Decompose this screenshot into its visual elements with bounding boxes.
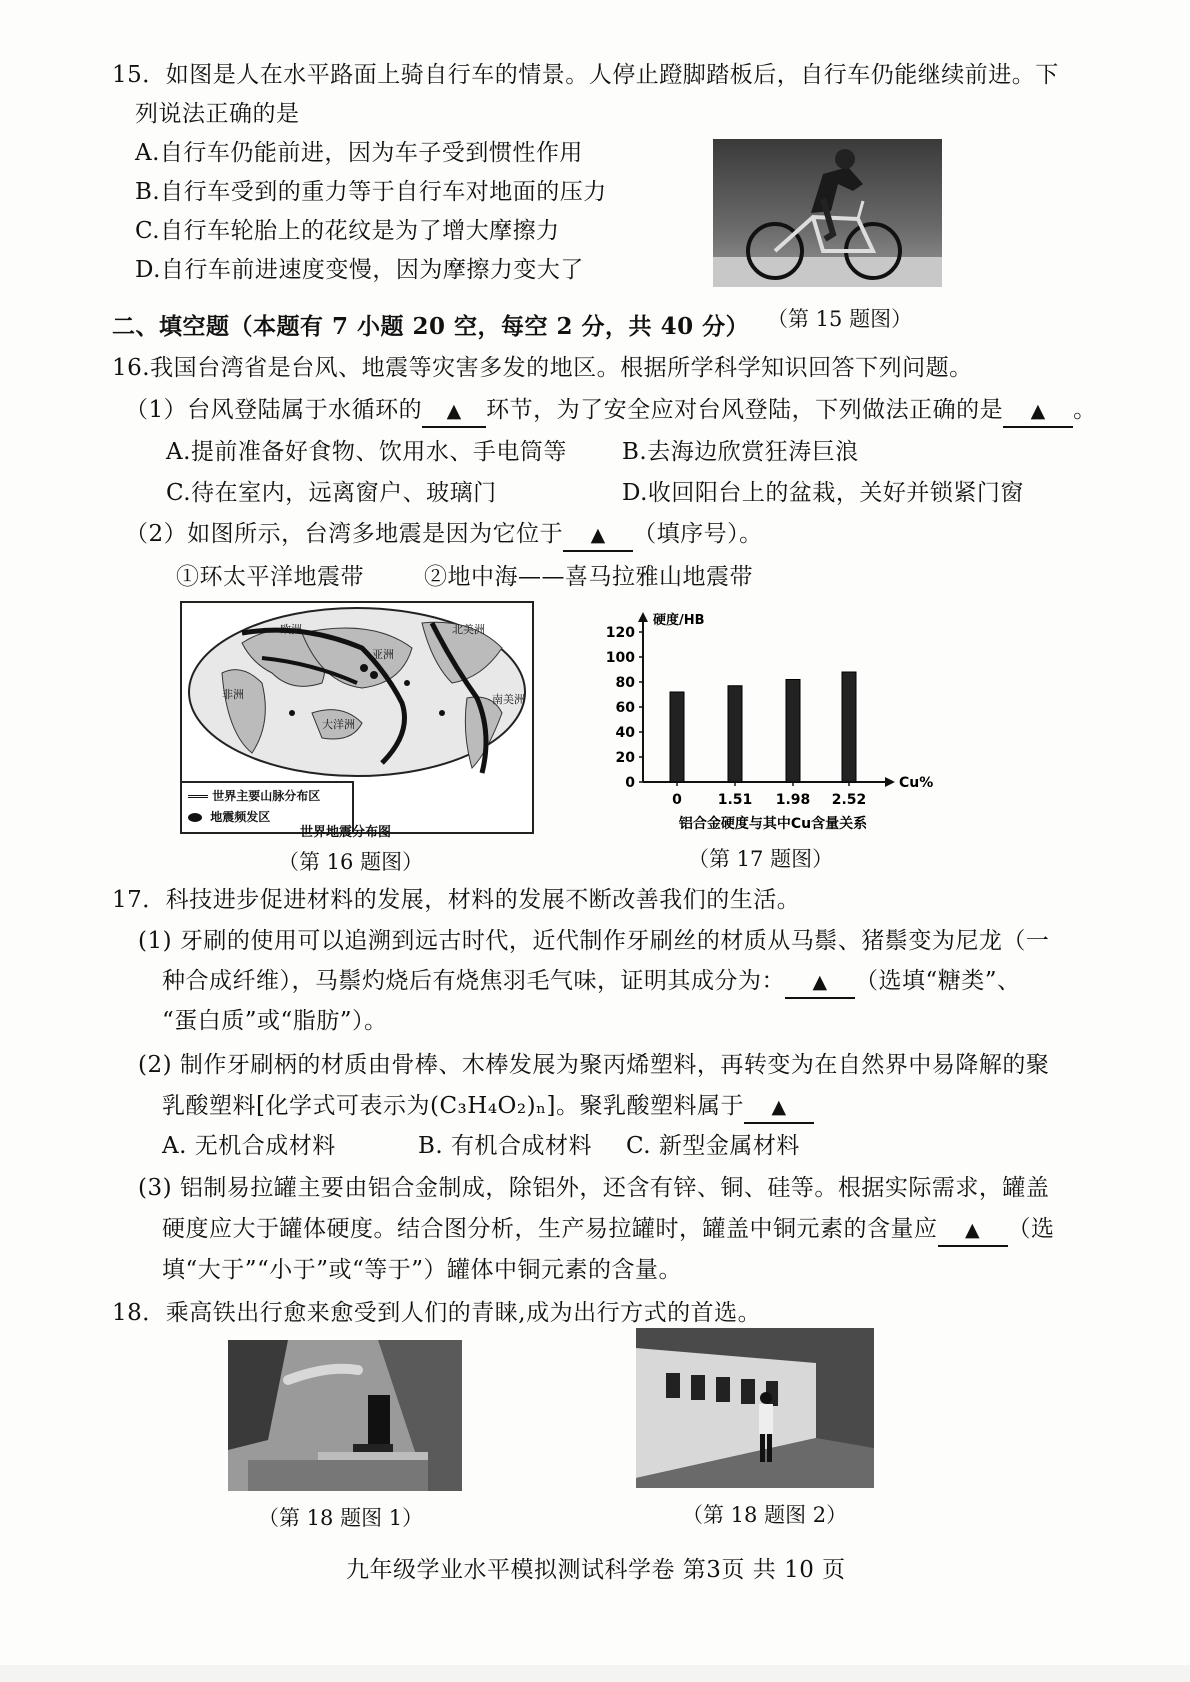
q16-part2-text-b: （填序号）。 xyxy=(633,521,763,547)
mountain-range-icon xyxy=(188,795,208,798)
map-label-africa: 非洲 xyxy=(222,688,244,701)
q16-option-a: A.提前准备好食物、饮用水、手电筒等 xyxy=(166,439,567,465)
q16-part2-text-a: （2）如图所示，台湾多地震是因为它位于 xyxy=(125,521,564,547)
section2-heading: 二、填空题（本题有 7 小题 20 空，每空 2 分，共 40 分） xyxy=(112,313,750,340)
map-graphic xyxy=(182,603,532,781)
q17-part3-line1: (3) 铝制易拉罐主要由铝合金制成，除铝外，还含有锌、铜、硅等。根据实际需求，罐盖 xyxy=(138,1175,1050,1201)
q16-choice-1: ①环太平洋地震带 xyxy=(176,564,364,590)
q17-part1-line1: (1) 牙刷的使用可以追溯到远古时代，近代制作牙刷丝的材质从马鬃、猪鬃变为尼龙（一 xyxy=(138,928,1050,954)
y-tick-label: 120 xyxy=(605,625,635,641)
q16-option-d: D.收回阳台上的盆栽，关好并锁紧门窗 xyxy=(622,480,1024,506)
bar xyxy=(728,686,742,782)
q18-figure1-caption: （第 18 题图 1） xyxy=(258,1506,424,1530)
q15-option-b: B.自行车受到的重力等于自行车对地面的压力 xyxy=(135,179,607,205)
bar xyxy=(670,692,684,782)
q18-stem: 18．乘高铁出行愈来愈受到人们的青睐,成为出行方式的首选。 xyxy=(112,1300,762,1326)
q17-blank-2: ▲ xyxy=(744,1092,814,1124)
q17-figure-caption: （第 17 题图） xyxy=(688,847,834,871)
q16-stem: 16.我国台湾省是台风、地震等灾害多发的地区。根据所学科学知识回答下列问题。 xyxy=(112,355,973,381)
legend-mountains-label: 世界主要山脉分布区 xyxy=(212,789,321,803)
q17-part2-line2-text: 乳酸塑料[化学式可表示为(C₃H₄O₂)ₙ]。聚乳酸塑料属于 xyxy=(162,1093,745,1119)
legend-earthquakes xyxy=(188,808,270,825)
y-tick-label: 20 xyxy=(615,750,635,766)
hardness-cu-bar-chart xyxy=(605,612,950,840)
q16-option-b: B.去海边欣赏狂涛巨浪 xyxy=(622,439,859,465)
cyclist-photo xyxy=(713,139,942,287)
y-tick-label: 80 xyxy=(615,675,635,691)
q17-part1-line2-text-a: 种合成纤维），马鬃灼烧后有烧焦羽毛气味，证明其成分为： xyxy=(162,968,785,994)
x-tick-label: 1.98 xyxy=(775,792,811,808)
page-footer: 九年级学业水平模拟测试科学卷 第3页 共 10 页 xyxy=(346,1557,846,1583)
q15-stem-line1: 15．如图是人在水平路面上骑自行车的情景。人停止蹬脚踏板后，自行车仍能继续前进。下 xyxy=(112,62,1059,88)
q17-part1-line2-text-b: （选填“糖类”、 xyxy=(855,968,1021,994)
x-axis-arrow xyxy=(885,777,895,787)
bar xyxy=(842,672,856,782)
q16-blank-1: ▲ xyxy=(422,396,486,428)
train-platform-photo xyxy=(636,1328,874,1488)
q16-part2 xyxy=(125,519,763,552)
q16-part1-text-c: 。 xyxy=(1073,397,1097,423)
q17-part3-line2-text-b: （选 xyxy=(1007,1216,1055,1242)
q16-part1 xyxy=(125,395,1097,428)
q16-blank-3: ▲ xyxy=(563,520,633,552)
x-tick-label: 2.52 xyxy=(831,792,867,808)
q17-part3-line2 xyxy=(162,1214,1055,1247)
map-title: 世界地震分布图 xyxy=(300,825,392,840)
y-axis-arrow xyxy=(638,612,648,622)
q17-part2-line1: (2) 制作牙刷柄的材质由骨棒、木棒发展为聚丙烯塑料，再转变为在自然界中易降解的聚 xyxy=(138,1052,1050,1078)
y-tick-label: 40 xyxy=(615,725,635,741)
q16-part1-text-a: （1）台风登陆属于水循环的 xyxy=(125,397,423,423)
x-axis-label: Cu% xyxy=(899,775,934,791)
q15-stem-line2: 列说法正确的是 xyxy=(135,101,300,127)
map-label-south-america: 南美洲 xyxy=(492,693,525,706)
y-axis-label: 硬度/HB xyxy=(653,613,705,628)
map-label-north-america: 北美洲 xyxy=(452,623,485,636)
chart-title: 铝合金硬度与其中Cu含量关系 xyxy=(678,816,868,832)
q17-part3-line2-text-a: 硬度应大于罐体硬度。结合图分析，生产易拉罐时，罐盖中铜元素的含量应 xyxy=(162,1216,938,1242)
legend-mountains xyxy=(188,787,320,804)
q15-option-a: A.自行车仍能前进，因为车子受到惯性作用 xyxy=(135,140,583,166)
q16-choice-2: ②地中海——喜马拉雅山地震带 xyxy=(424,564,753,590)
world-earthquake-map xyxy=(180,601,534,834)
q17-blank-1: ▲ xyxy=(785,967,855,999)
bar xyxy=(786,680,800,783)
earthquake-zone-icon xyxy=(188,813,202,822)
q15-option-d: D.自行车前进速度变慢，因为摩擦力变大了 xyxy=(135,257,584,283)
q17-option-a: A. 无机合成材料 xyxy=(162,1133,336,1159)
train-table-photo xyxy=(228,1340,462,1491)
q17-option-b: B. 有机合成材料 xyxy=(418,1133,593,1159)
x-tick-label: 1.51 xyxy=(717,792,753,808)
q17-stem: 17．科技进步促进材料的发展，材料的发展不断改善我们的生活。 xyxy=(112,887,801,913)
y-tick-label: 0 xyxy=(625,775,635,791)
q16-figure-caption: （第 16 题图） xyxy=(278,850,424,874)
q16-option-c: C.待在室内，远离窗户、玻璃门 xyxy=(166,480,497,506)
x-tick-label: 0 xyxy=(672,792,682,808)
map-label-asia: 亚洲 xyxy=(372,648,394,661)
q17-part1-line2 xyxy=(162,966,1021,999)
q17-part1-line3: “蛋白质”或“脂肪”）。 xyxy=(162,1008,388,1034)
q16-blank-2: ▲ xyxy=(1003,396,1073,428)
q16-part1-text-b: 环节，为了安全应对台风登陆，下列做法正确的是 xyxy=(486,397,1004,423)
q17-blank-3: ▲ xyxy=(938,1215,1008,1247)
legend-earthquakes-label: 地震频发区 xyxy=(210,810,271,824)
q17-part2-line2 xyxy=(162,1091,814,1124)
y-tick-label: 100 xyxy=(605,650,635,666)
map-label-europe: 欧洲 xyxy=(280,623,302,636)
map-label-oceania: 大洋洲 xyxy=(322,718,355,731)
q15-figure-caption: （第 15 题图） xyxy=(767,307,913,331)
q17-option-c: C. 新型金属材料 xyxy=(626,1133,800,1159)
y-tick-label: 60 xyxy=(615,700,635,716)
q18-figure2-caption: （第 18 题图 2） xyxy=(682,1503,848,1527)
q15-option-c: C.自行车轮胎上的花纹是为了增大摩擦力 xyxy=(135,218,560,244)
q17-part3-line3: 填“大于”“小于”或“等于”）罐体中铜元素的含量。 xyxy=(162,1257,683,1283)
